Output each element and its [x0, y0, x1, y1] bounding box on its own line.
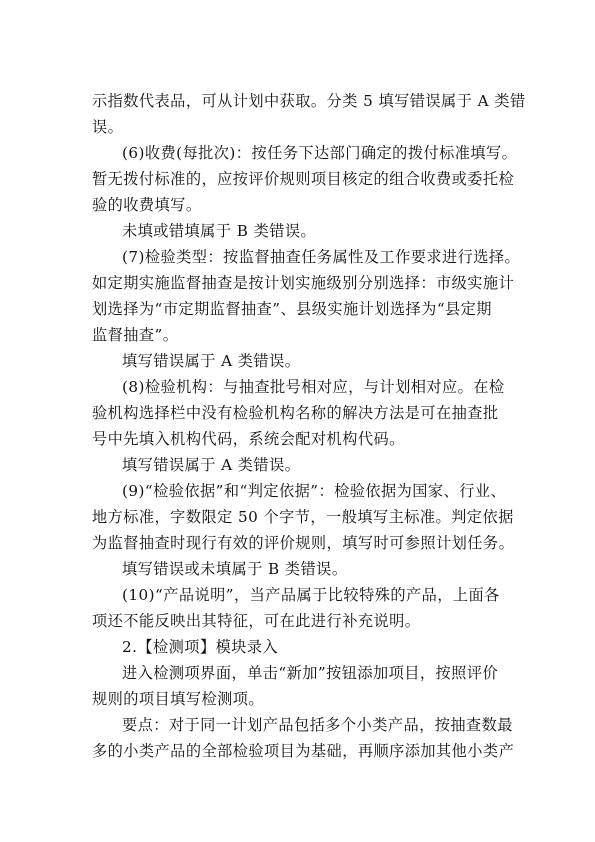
text-line: 要点：对于同一计划产品包括多个小类产品，按抽查数最 [122, 716, 513, 734]
text-line: 误。 [92, 118, 124, 136]
text-line: 填写错误属于 A 类错误。 [122, 456, 301, 474]
text-line: 规则的项目填写检测项。 [92, 690, 265, 708]
text-line: (8)检验机构：与抽查批号相对应，与计划相对应。在检 [122, 378, 505, 396]
text-line: 暂无拨付标准的，应按评价规则项目核定的组合收费或委托检 [92, 170, 515, 188]
text-line: 划选择为“市定期监督抽查”、县级实施计划选择为“县定期 [92, 300, 492, 318]
text-line: 监督抽查”。 [92, 326, 179, 344]
text-line: 未填或错填属于 B 类错误。 [122, 222, 317, 240]
text-line: (10)“产品说明”，当产品属于比较特殊的产品，上面各 [122, 586, 500, 604]
text-line: 验机构选择栏中没有检验机构名称的解决方法是可在抽查批 [92, 404, 499, 422]
text-line: 号中先填入机构代码，系统会配对机构代码。 [92, 430, 405, 448]
text-line: 多的小类产品的全部检验项目为基础，再顺序添加其他小类产 [92, 742, 515, 760]
text-line: 填写错误或未填属于 B 类错误。 [122, 560, 348, 578]
section-heading: 2.【检测项】模块录入 [122, 638, 279, 656]
text-line: 为监督抽查时现行有效的评价规则，填写时可参照计划任务。 [92, 534, 515, 552]
text-line: 示指数代表品，可从计划中获取。分类 5 填写错误属于 A 类错 [92, 92, 526, 110]
text-line: 项还不能反映出其特征，可在此进行补充说明。 [92, 612, 421, 630]
text-line: 地方标准，字数限定 50 个字节，一般填写主标准。判定依据 [92, 508, 514, 526]
text-line: 进入检测项界面，单击“新加”按钮添加项目，按照评价 [122, 664, 499, 682]
text-line: (9)“检验依据”和“判定依据”：检验依据为国家、行业、 [122, 482, 507, 500]
text-line: (7)检验类型：按监督抽查任务属性及工作要求进行选择。 [122, 248, 521, 266]
text-line: (6)收费(每批次)：按任务下达部门确定的拨付标准填写。 [122, 144, 518, 162]
text-line: 如定期实施监督抽查是按计划实施级别分别选择：市级实施计 [92, 274, 515, 292]
text-line: 填写错误属于 A 类错误。 [122, 352, 301, 370]
text-line: 验的收费填写。 [92, 196, 202, 214]
